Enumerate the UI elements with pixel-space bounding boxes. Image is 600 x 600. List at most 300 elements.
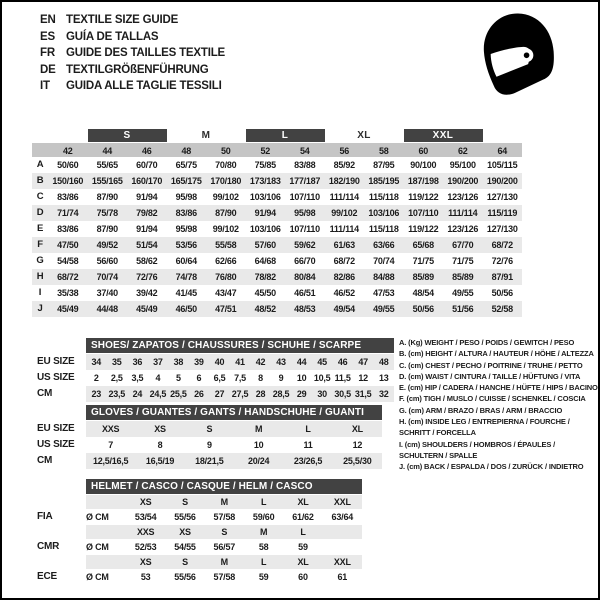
size-number: 56: [339, 146, 349, 156]
measurement-row-c: [32, 189, 522, 205]
unit-spacer: [86, 525, 126, 539]
language-row: [40, 62, 225, 79]
measurement-value: 49/52: [96, 240, 118, 250]
guide-title: GUIDA ALLE TAGLIE TESSILI: [66, 80, 222, 93]
measurement-value: 182/190: [328, 176, 360, 186]
size-value: 27: [209, 386, 230, 402]
helmet-size-label: M: [244, 525, 283, 539]
measurement-value: 99/102: [212, 192, 239, 202]
size-value: M: [234, 421, 283, 437]
measurement-value: 47/51: [215, 304, 237, 314]
size-number: 46: [141, 146, 152, 156]
size-value: 25,5: [168, 386, 189, 402]
measurement-value: 95/98: [294, 208, 316, 218]
helmet-size-row: [37, 525, 362, 539]
size-value: 38: [168, 354, 189, 370]
measurement-value: 65/68: [412, 240, 434, 250]
measurement-value: 63/66: [373, 240, 395, 250]
textile-size-table: [32, 129, 522, 317]
legend-entry: I. (cm) SHOULDERS / HOMBROS / ÉPAULES / SCHULTERN / SPALLE: [399, 439, 556, 460]
measurement-value: 87/90: [96, 192, 118, 202]
table-row: [37, 421, 382, 437]
measurement-value: 48/54: [412, 288, 434, 298]
measurement-value: 60/70: [136, 160, 158, 170]
row-label: CM: [37, 455, 53, 466]
size-value: 48: [373, 354, 394, 370]
unit-spacer: [86, 555, 126, 569]
language-row: [40, 12, 225, 29]
measurement-value: 59/62: [294, 240, 316, 250]
legend-entry: E. (cm) HIP / CADERA / HANCHE / HÜFTE / HIPS / BACINO: [399, 383, 598, 393]
header-spacer: [37, 479, 86, 494]
measurement-value: 52/58: [491, 304, 513, 314]
helmet-size-value: 57/58: [213, 512, 236, 522]
size-value: 39: [189, 354, 210, 370]
table-row: [37, 437, 382, 453]
size-value: 23: [86, 386, 107, 402]
measurement-value: 177/187: [289, 176, 321, 186]
row-label: EU SIZE: [37, 356, 75, 367]
size-value: 31,5: [353, 386, 374, 402]
size-value: 23/26,5: [283, 453, 332, 469]
size-band-s: S: [88, 129, 167, 142]
measurement-value: 115/118: [368, 192, 399, 202]
measurement-value: 43/47: [215, 288, 237, 298]
unit-spacer: [86, 495, 126, 509]
size-value: XXS: [86, 421, 135, 437]
measurement-value: 68/72: [57, 272, 79, 282]
helmet-value-row: [37, 509, 362, 525]
size-value: 2,5: [110, 373, 123, 383]
size-number: 58: [378, 146, 389, 156]
language-row: [40, 45, 225, 62]
row-letter: I: [38, 287, 42, 298]
measurement-row-g: [32, 253, 522, 269]
row-letter: A: [36, 159, 44, 170]
size-value: 43: [271, 354, 292, 370]
legend-entry: J. (cm) BACK / ESPALDA / DOS / ZURÜCK / INDIETRO: [399, 462, 584, 472]
measurement-row-d: [32, 205, 522, 221]
corner-cell: [32, 143, 48, 157]
size-value: 16,5/19: [135, 453, 184, 469]
measurement-value: 55/58: [215, 240, 237, 250]
helmet-size-row: [37, 555, 362, 569]
size-number: 50: [220, 146, 231, 156]
measurement-value: 119/122: [408, 192, 439, 202]
guide-title: GUÍA DE TALLAS: [66, 30, 159, 43]
helmet-size-label: S: [165, 555, 204, 569]
measurement-value: 127/130: [486, 224, 518, 234]
measurement-value: 103/106: [249, 192, 281, 202]
table-header-row: [37, 405, 382, 420]
size-number: 42: [62, 146, 73, 156]
measurement-legend: [399, 337, 599, 473]
size-value: 40: [209, 354, 230, 370]
measurement-value: 123/126: [447, 224, 479, 234]
measurement-value: 115/118: [368, 224, 399, 234]
measurement-value: 87/90: [96, 224, 118, 234]
measurement-value: 75/78: [96, 208, 118, 218]
table-header-row: [37, 479, 362, 494]
gloves-size-table: [37, 405, 382, 469]
measurement-value: 61/63: [333, 240, 355, 250]
measurement-value: 107/110: [289, 224, 320, 234]
language-code: FR: [40, 47, 55, 60]
measurement-row-e: [32, 221, 522, 237]
measurement-value: 123/126: [447, 192, 479, 202]
helmet-size-label: XS: [126, 495, 165, 509]
measurement-value: 107/110: [408, 208, 439, 218]
helmet-size-value: 52/53: [134, 542, 157, 552]
helmet-size-table: [37, 479, 362, 585]
legend-entry: B. (cm) HEIGHT / ALTURA / HAUTEUR / HÖHE / ALTEZZA: [399, 349, 594, 359]
size-value: 18/21,5: [185, 453, 234, 469]
size-number: 48: [181, 146, 191, 156]
measurement-value: 35/38: [57, 288, 79, 298]
helmet-size-label: M: [205, 495, 244, 509]
language-row: [40, 78, 225, 95]
measurement-value: 80/84: [294, 272, 316, 282]
measurement-value: 107/110: [289, 192, 320, 202]
standard-label: FIA: [37, 511, 53, 522]
row-letter: J: [37, 303, 43, 314]
helmet-size-label: [323, 525, 362, 539]
standard-label: ECE: [37, 571, 57, 582]
size-value: 5: [176, 373, 181, 383]
measurement-value: 95/100: [449, 160, 476, 170]
measurement-value: 68/72: [333, 256, 355, 266]
size-value: L: [283, 421, 332, 437]
helmet-size-value: 63/64: [331, 512, 354, 522]
size-value: 12,5/16,5: [86, 453, 135, 469]
measurement-value: 165/175: [170, 176, 202, 186]
measurement-value: 72/76: [136, 272, 158, 282]
measurement-value: 91/94: [254, 208, 276, 218]
measurement-row-b: [32, 173, 522, 189]
diameter-unit: Ø CM: [86, 572, 109, 582]
size-value: 13: [378, 373, 389, 383]
diameter-unit: Ø CM: [86, 512, 109, 522]
measurement-value: 48/52: [254, 304, 276, 314]
measurement-value: 71/74: [57, 208, 79, 218]
size-value: 12: [352, 440, 363, 450]
size-value: S: [185, 421, 234, 437]
legend-entry: H. (cm) INSIDE LEG / ENTREPIERNA / FOURCHE / SCHRITT / FORCELLA: [399, 417, 570, 438]
language-code: EN: [40, 14, 56, 27]
helmet-size-value: 61/62: [292, 512, 314, 522]
table-title-bar: HELMET / CASCO / CASQUE / HELM / CASCO: [86, 479, 362, 494]
measurement-row-h: [32, 269, 522, 285]
size-band-xxl: XXL: [404, 129, 483, 142]
size-number: 52: [260, 146, 270, 156]
helmet-size-value: 61: [337, 572, 348, 582]
size-value: 10: [253, 440, 264, 450]
row-letter: C: [36, 191, 44, 202]
measurement-value: 111/114: [329, 224, 359, 234]
measurement-value: 103/106: [249, 224, 281, 234]
measurement-value: 45/49: [57, 304, 79, 314]
size-value: 34: [86, 354, 107, 370]
measurement-value: 41/45: [175, 288, 197, 298]
measurement-value: 70/74: [373, 256, 395, 266]
legend-entry: D. (cm) WAIST / CINTURA / TAILLE / HÜFTUNG / VITA: [399, 371, 581, 381]
measurement-value: 44/48: [96, 304, 118, 314]
table-title-bar: GLOVES / GUANTES / GANTS / HANDSCHUHE / GUANTI: [86, 405, 382, 420]
measurement-value: 50/56: [491, 288, 513, 298]
size-value: 42: [250, 354, 271, 370]
size-value: 36: [127, 354, 148, 370]
measurement-value: 85/92: [333, 160, 355, 170]
helmet-size-label: L: [244, 495, 283, 509]
size-value: 11: [303, 440, 313, 450]
measurement-value: 190/200: [447, 176, 479, 186]
size-value: 24: [127, 386, 148, 402]
measurement-value: 76/80: [215, 272, 237, 282]
measurement-value: 83/86: [57, 224, 79, 234]
size-value: 9: [278, 373, 284, 383]
size-value: 7,5: [234, 373, 246, 383]
helmet-size-value: 53: [140, 572, 151, 582]
language-title-list: [40, 12, 225, 95]
measurement-row-a: [32, 157, 522, 173]
size-value: 3,5: [131, 373, 144, 383]
helmet-size-label: XS: [165, 525, 204, 539]
size-number: 54: [299, 146, 310, 156]
row-spacer: [37, 525, 86, 539]
measurement-value: 49/55: [373, 304, 395, 314]
helmet-size-label: XL: [283, 555, 322, 569]
measurement-value: 83/86: [57, 192, 79, 202]
size-value: 30: [312, 386, 333, 402]
measurement-value: 105/115: [487, 160, 518, 170]
measurement-value: 119/122: [408, 224, 439, 234]
table-row: [37, 370, 394, 386]
helmet-size-label: XXL: [323, 495, 362, 509]
measurement-value: 95/98: [175, 224, 197, 234]
size-value: 28: [250, 386, 271, 402]
measurement-value: 64/68: [254, 256, 276, 266]
size-value: 4: [155, 373, 161, 383]
helmet-size-value: 57/58: [213, 572, 236, 582]
header-spacer: [37, 338, 86, 353]
measurement-value: 71/75: [452, 256, 474, 266]
measurement-value: 85/89: [452, 272, 474, 282]
measurement-value: 62/66: [215, 256, 237, 266]
helmet-size-value: 55/56: [174, 572, 196, 582]
measurement-value: 103/106: [368, 208, 400, 218]
row-label: EU SIZE: [37, 423, 75, 434]
measurement-value: 170/180: [210, 176, 242, 186]
row-spacer: [37, 495, 86, 509]
measurement-value: 51/54: [136, 240, 158, 250]
size-value: 9: [206, 440, 212, 450]
measurement-value: 72/76: [491, 256, 513, 266]
helmet-size-value: 59/60: [252, 512, 275, 522]
measurement-value: 83/88: [294, 160, 316, 170]
helmet-size-label: XXL: [323, 555, 362, 569]
size-value: 8: [157, 440, 163, 450]
measurement-value: 185/195: [368, 176, 400, 186]
size-value: 10: [296, 373, 307, 383]
measurement-value: 111/114: [329, 192, 359, 202]
size-value: 30,5: [332, 386, 353, 402]
measurement-value: 70/74: [96, 272, 118, 282]
helmet-size-label: XL: [283, 495, 322, 509]
measurement-value: 47/50: [57, 240, 79, 250]
row-letter: E: [36, 223, 44, 234]
measurement-value: 70/80: [215, 160, 237, 170]
measurement-value: 67/70: [452, 240, 474, 250]
size-value: 46: [332, 354, 353, 370]
helmet-size-label: XXS: [126, 525, 165, 539]
measurement-value: 45/49: [136, 304, 158, 314]
size-value: 25,5/30: [333, 453, 382, 469]
helmet-size-value: 60: [298, 572, 308, 582]
measurement-value: 99/102: [212, 224, 239, 234]
measurement-value: 46/51: [294, 288, 316, 298]
size-value: 6: [196, 373, 202, 383]
measurement-value: 90/100: [410, 160, 437, 170]
size-band-xl: XL: [357, 130, 371, 141]
header-spacer: [37, 405, 86, 420]
size-band-l: L: [246, 129, 325, 142]
measurement-value: 190/200: [486, 176, 518, 186]
size-number: 62: [457, 146, 468, 156]
measurement-value: 75/85: [254, 160, 276, 170]
shoes-size-table: [37, 338, 394, 402]
size-value: 2: [93, 373, 99, 383]
size-value: 37: [148, 354, 169, 370]
helmet-value-row: [37, 539, 362, 555]
measurement-value: 65/75: [175, 160, 197, 170]
measurement-value: 56/60: [96, 256, 118, 266]
size-value: 45: [312, 354, 333, 370]
size-value: 44: [291, 354, 312, 370]
row-letter: H: [36, 271, 44, 282]
guide-title: GUIDE DES TAILLES TEXTILE: [66, 47, 225, 60]
helmet-value-row: [37, 569, 362, 585]
measurement-value: 68/72: [491, 240, 513, 250]
size-value: 26: [189, 386, 210, 402]
measurement-value: 57/60: [254, 240, 276, 250]
language-code: IT: [40, 80, 50, 93]
row-letter: F: [37, 239, 43, 250]
size-value: 7: [108, 440, 114, 450]
measurement-value: 127/130: [486, 192, 518, 202]
size-number: 64: [497, 146, 507, 156]
measurement-value: 87/95: [373, 160, 395, 170]
helmet-size-label: S: [205, 525, 244, 539]
measurement-value: 66/70: [294, 256, 316, 266]
size-value: 23,5: [107, 386, 128, 402]
size-value: 20/24: [234, 453, 283, 469]
measurement-value: 60/64: [175, 256, 197, 266]
measurement-value: 111/114: [448, 208, 478, 218]
size-value: 24,5: [148, 386, 169, 402]
measurement-value: 45/50: [254, 288, 276, 298]
helmet-size-value: [323, 539, 362, 555]
measurement-value: 74/78: [175, 272, 197, 282]
table-row: [37, 354, 394, 370]
measurement-value: 79/82: [136, 208, 158, 218]
helmet-size-value: 59: [298, 542, 308, 552]
measurement-value: 58/62: [136, 256, 158, 266]
helmet-size-value: 54/55: [174, 542, 196, 552]
legend-entry: G. (cm) ARM / BRAZO / BRAS / ARM / BRACCIO: [399, 405, 563, 415]
language-code: DE: [40, 63, 56, 76]
measurement-row-j: [32, 301, 522, 317]
language-code: ES: [40, 30, 55, 43]
size-value: 35: [107, 354, 128, 370]
size-value: XS: [135, 421, 184, 437]
measurement-value: 187/198: [407, 176, 439, 186]
measurement-value: 150/160: [52, 176, 84, 186]
helmet-size-value: 59: [258, 572, 269, 582]
measurement-value: 155/165: [91, 176, 123, 186]
measurement-value: 48/53: [294, 304, 316, 314]
measurement-value: 85/89: [412, 272, 434, 282]
size-number-row: [32, 143, 522, 157]
table-title-bar: SHOES/ ZAPATOS / CHAUSSURES / SCHUHE / SCARPE: [86, 338, 394, 353]
size-value: 27,5: [230, 386, 251, 402]
measurement-value: 55/65: [96, 160, 118, 170]
helmet-size-label: L: [244, 555, 283, 569]
racing-helmet-icon: [466, 7, 570, 101]
size-value: XL: [333, 421, 382, 437]
size-number: 44: [102, 146, 112, 156]
measurement-value: 91/94: [136, 192, 158, 202]
size-value: 8: [258, 373, 263, 383]
measurement-value: 71/75: [412, 256, 434, 266]
row-letter: B: [36, 175, 44, 186]
measurement-value: 91/94: [136, 224, 158, 234]
table-header-row: [37, 338, 394, 353]
measurement-value: 82/86: [333, 272, 355, 282]
measurement-value: 50/56: [412, 304, 434, 314]
measurement-value: 54/58: [57, 256, 79, 266]
measurement-value: 115/119: [487, 208, 518, 218]
measurement-value: 173/183: [249, 176, 281, 186]
measurement-row-i: [32, 285, 522, 301]
measurement-value: 78/82: [254, 272, 276, 282]
measurement-value: 87/91: [491, 272, 513, 282]
measurement-value: 46/50: [175, 304, 197, 314]
measurement-value: 50/60: [57, 160, 79, 170]
measurement-value: 49/54: [333, 304, 355, 314]
row-letter: G: [36, 255, 44, 266]
size-value: 12: [358, 373, 368, 383]
row-label: US SIZE: [37, 439, 75, 450]
measurement-value: 47/53: [373, 288, 395, 298]
measurement-value: 51/56: [452, 304, 474, 314]
measurement-value: 160/170: [131, 176, 163, 186]
size-value: 32: [373, 386, 394, 402]
measurement-value: 39/42: [136, 288, 158, 298]
legend-entry: C. (cm) CHEST / PECHO / POITRINE / TRUHE / PETTO: [399, 360, 583, 370]
helmet-size-value: 58: [258, 542, 269, 552]
measurement-row-f: [32, 237, 522, 253]
helmet-size-value: 55/56: [174, 512, 196, 522]
measurement-value: 46/52: [333, 288, 355, 298]
diameter-unit: Ø CM: [86, 542, 109, 552]
size-value: 28,5: [271, 386, 292, 402]
measurement-value: 87/90: [215, 208, 237, 218]
measurement-value: 95/98: [175, 192, 197, 202]
size-band-row: [32, 129, 522, 142]
helmet-size-label: L: [283, 525, 322, 539]
size-number: 60: [418, 146, 428, 156]
helmet-size-label: S: [165, 495, 204, 509]
